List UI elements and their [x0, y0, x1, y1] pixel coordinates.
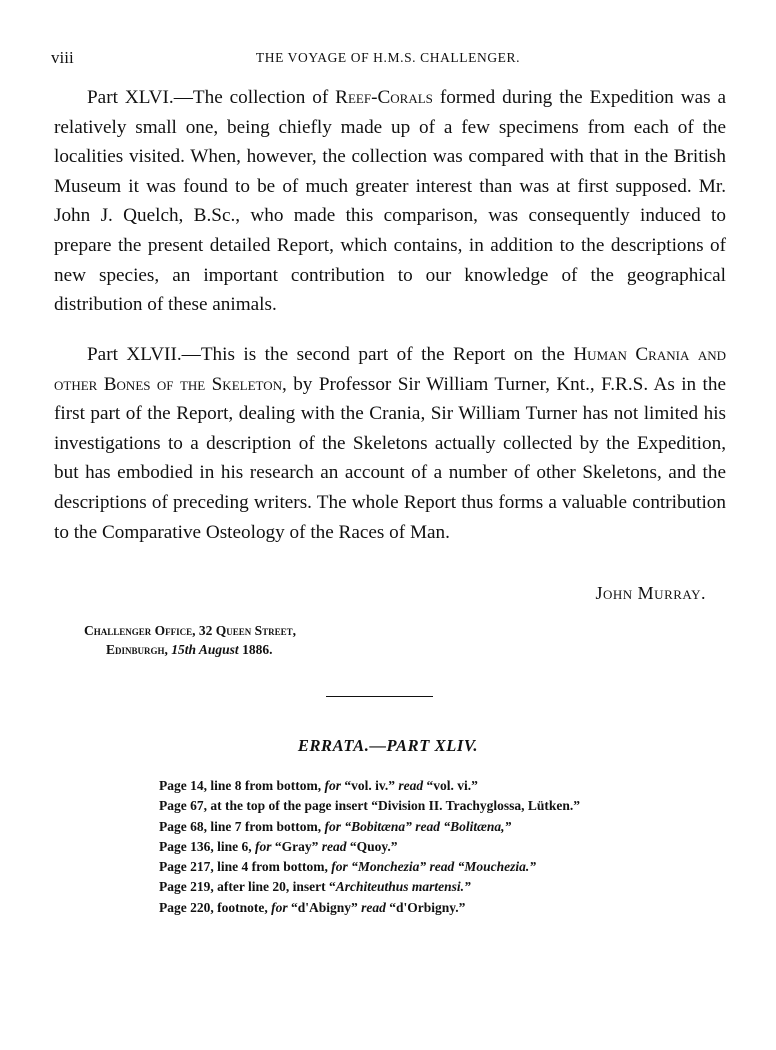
- running-head: THE VOYAGE OF H.M.S. CHALLENGER.: [255, 50, 521, 65]
- part-46-body: formed during the Expedition was a relatively small one, being chiefly made up of a few specimens from each of the localities visited. When, however, the collection was compared with that in the British Museum it was found to be of much greater interest than was at first supposed. Mr. John J. Quelch, B.Sc., who made this comparison, was consequently induced to prepare the present detailed Report, which contains, in addition to the descriptions of new species, an important contribution to our knowledge of the geographical distribution of these animals.: [54, 87, 727, 316]
- errata-entry: Page 136, line 6, for “Gray” read “Quoy.”: [159, 838, 398, 854]
- dateline-place: Edinburgh,: [106, 642, 172, 657]
- errata-title: ERRATA.—PART XLIV.: [297, 736, 479, 755]
- dateline-year: 1886.: [238, 642, 273, 657]
- errata-entry: Page 14, line 8 from bottom, for “vol. iv.” read “vol. vi.”: [159, 778, 478, 793]
- dateline-place-date: [84, 640, 296, 659]
- errata-entry: Page 67, at the top of the page insert “Division II. Trachyglossa, Lütken.”: [159, 798, 581, 814]
- errata-entry: Page 219, after line 20, insert “Architeuthus martensi.”: [159, 879, 471, 895]
- errata-entry: Page 68, line 7 from bottom, for “Bobitæna” read “Bolitæna,”: [159, 818, 512, 834]
- part-47-lead: Part XLVII.—This is the second part of the Report on the: [87, 344, 574, 365]
- page-number: viii: [51, 48, 74, 67]
- errata-entry: Page 220, footnote, for “d'Abigny” read “d'Orbigny.”: [159, 899, 466, 915]
- paragraph-part-47: [54, 340, 726, 547]
- signature: John Murray.: [595, 583, 706, 603]
- part-47-subject: Human Crania and other Bones of the Skeleton: [54, 344, 726, 395]
- errata-list: [159, 776, 580, 918]
- part-46-lead: Part XLVI.—The collection of: [87, 87, 336, 108]
- paragraph-part-46: [54, 83, 726, 320]
- dateline-date: 15th August: [171, 642, 239, 657]
- part-47-body: , by Professor Sir William Turner, Knt., F.R.S. As in the first part of the Report, dealing with the Crania, Sir William Turner has not limited his investigations to a description of the Skeletons actually collected by the Expedition, but has embodied in his research an account of a number of other Skeletons, and the descriptions of preceding writers. The whole Report thus forms a valuable contribution to the Comparative Osteology of the Races of Man.: [54, 373, 726, 543]
- errata-entry: Page 217, line 4 from bottom, for “Monchezia” read “Mouchezia.”: [159, 859, 537, 875]
- part-46-subject: Reef-Corals: [335, 87, 433, 108]
- section-divider: [326, 696, 433, 697]
- dateline: [84, 621, 296, 659]
- dateline-address: Challenger Office, 32 Queen Street,: [84, 623, 297, 638]
